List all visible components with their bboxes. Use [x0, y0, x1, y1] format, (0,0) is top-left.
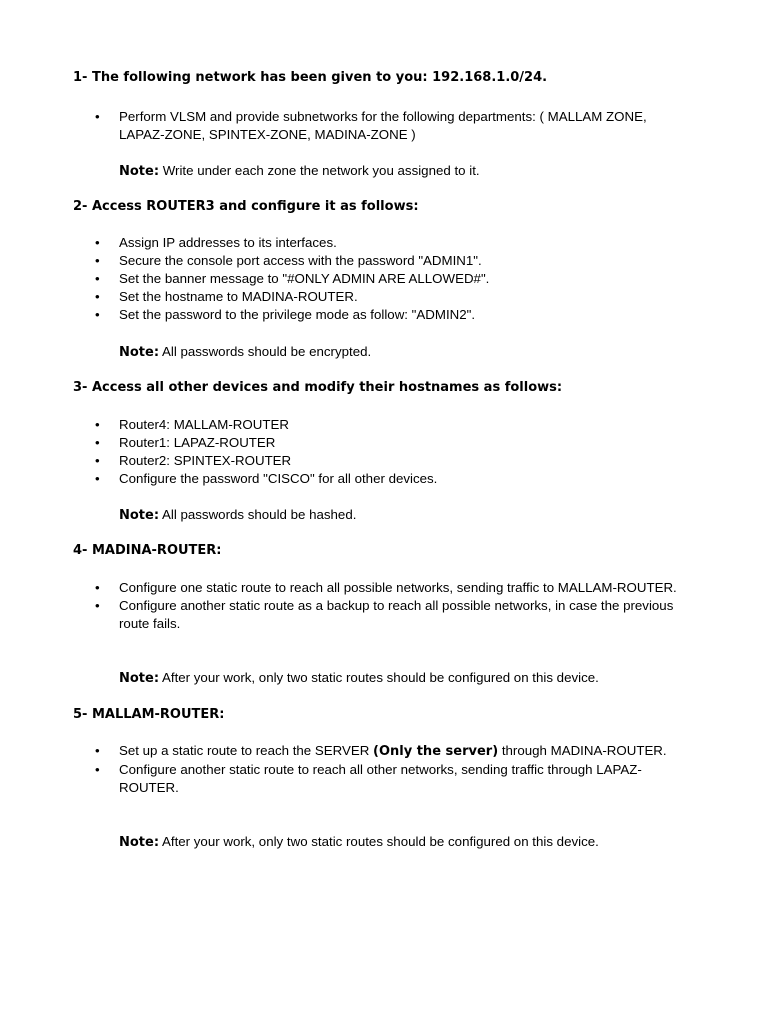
list-item-emphasis: (Only the server): [373, 744, 499, 759]
section-5-bullet-list: [0, 742, 768, 797]
section-5-heading: 5- MALLAM-ROUTER:: [73, 707, 225, 722]
list-item-text: Router4: MALLAM-ROUTER: [119, 417, 289, 432]
bullet-icon: •: [95, 271, 100, 286]
bullet-icon: •: [95, 580, 100, 595]
section-1-heading: 1- The following network has been given to you: 192.168.1.0/24.: [73, 70, 548, 85]
note-text: All passwords should be encrypted.: [159, 344, 372, 359]
section-1-bullet-list: [0, 108, 768, 144]
list-item: [0, 742, 768, 761]
bullet-icon: •: [95, 235, 100, 250]
list-item-text: Router2: SPINTEX-ROUTER: [119, 453, 292, 468]
list-item-text: Set the banner message to "#ONLY ADMIN ARE ALLOWED#".: [119, 271, 490, 286]
bullet-icon: •: [95, 471, 100, 486]
list-item: [0, 288, 768, 306]
note-text: Write under each zone the network you assigned to it.: [159, 163, 480, 178]
list-item-text: Perform VLSM and provide subnetworks for the following departments: ( MALLAM ZONE, LAPAZ-ZONE, SPINTEX-ZONE, MADINA-ZONE ): [119, 109, 647, 142]
section-2-note: [119, 343, 371, 362]
section-1-note: [119, 162, 480, 181]
bullet-icon: •: [95, 253, 100, 268]
list-item: [0, 270, 768, 288]
list-item: [0, 761, 768, 797]
bullet-icon: •: [95, 289, 100, 304]
section-3-bullet-list: [0, 416, 768, 488]
list-item-text: Set the password to the privilege mode as follow: "ADMIN2".: [119, 307, 476, 322]
list-item-text-end: through MADINA-ROUTER.: [498, 743, 667, 758]
note-label: Note:: [119, 835, 160, 850]
section-5-note: [119, 833, 599, 852]
list-item-text: Assign IP addresses to its interfaces.: [119, 235, 337, 250]
note-label: Note:: [119, 671, 160, 686]
list-item-text: Configure another static route to reach all other networks, sending traffic through LAPAZ-ROUTER.: [119, 762, 642, 795]
bullet-icon: •: [95, 435, 100, 450]
bullet-icon: •: [95, 453, 100, 468]
section-4-heading: 4- MADINA-ROUTER:: [73, 543, 222, 558]
section-4-note: [119, 669, 599, 688]
list-item: [0, 597, 768, 633]
list-item-text: Configure one static route to reach all possible networks, sending traffic to MALLAM-ROUTER.: [119, 580, 677, 595]
section-2-heading: 2- Access ROUTER3 and configure it as follows:: [73, 199, 419, 214]
bullet-icon: •: [95, 762, 100, 777]
section-3-note: [119, 506, 356, 525]
list-item: [0, 470, 768, 488]
section-4-bullet-list: [0, 579, 768, 633]
list-item: [0, 306, 768, 324]
note-label: Note:: [119, 164, 160, 179]
bullet-icon: •: [95, 109, 100, 124]
section-2-bullet-list: [0, 234, 768, 324]
list-item: [0, 252, 768, 270]
section-3-heading: 3- Access all other devices and modify their hostnames as follows:: [73, 380, 563, 395]
bullet-icon: •: [95, 417, 100, 432]
list-item: [0, 416, 768, 434]
list-item-text: Set the hostname to MADINA-ROUTER.: [119, 289, 358, 304]
note-text: After your work, only two static routes should be configured on this device.: [159, 670, 599, 685]
note-label: Note:: [119, 508, 160, 523]
list-item: [0, 452, 768, 470]
list-item: [0, 579, 768, 597]
list-item-text: Configure the password "CISCO" for all other devices.: [119, 471, 438, 486]
note-label: Note:: [119, 345, 160, 360]
note-text: All passwords should be hashed.: [159, 507, 357, 522]
list-item-text: Router1: LAPAZ-ROUTER: [119, 435, 276, 450]
list-item: [0, 234, 768, 252]
list-item: [0, 108, 768, 144]
list-item-text: Set up a static route to reach the SERVER: [119, 743, 374, 758]
list-item-text: Configure another static route as a backup to reach all possible networks, in case the previous route fails.: [119, 598, 674, 631]
note-text: After your work, only two static routes should be configured on this device.: [159, 834, 599, 849]
bullet-icon: •: [95, 598, 100, 613]
list-item: [0, 434, 768, 452]
bullet-icon: •: [95, 307, 100, 322]
list-item-text: Secure the console port access with the password "ADMIN1".: [119, 253, 482, 268]
bullet-icon: •: [95, 743, 100, 758]
